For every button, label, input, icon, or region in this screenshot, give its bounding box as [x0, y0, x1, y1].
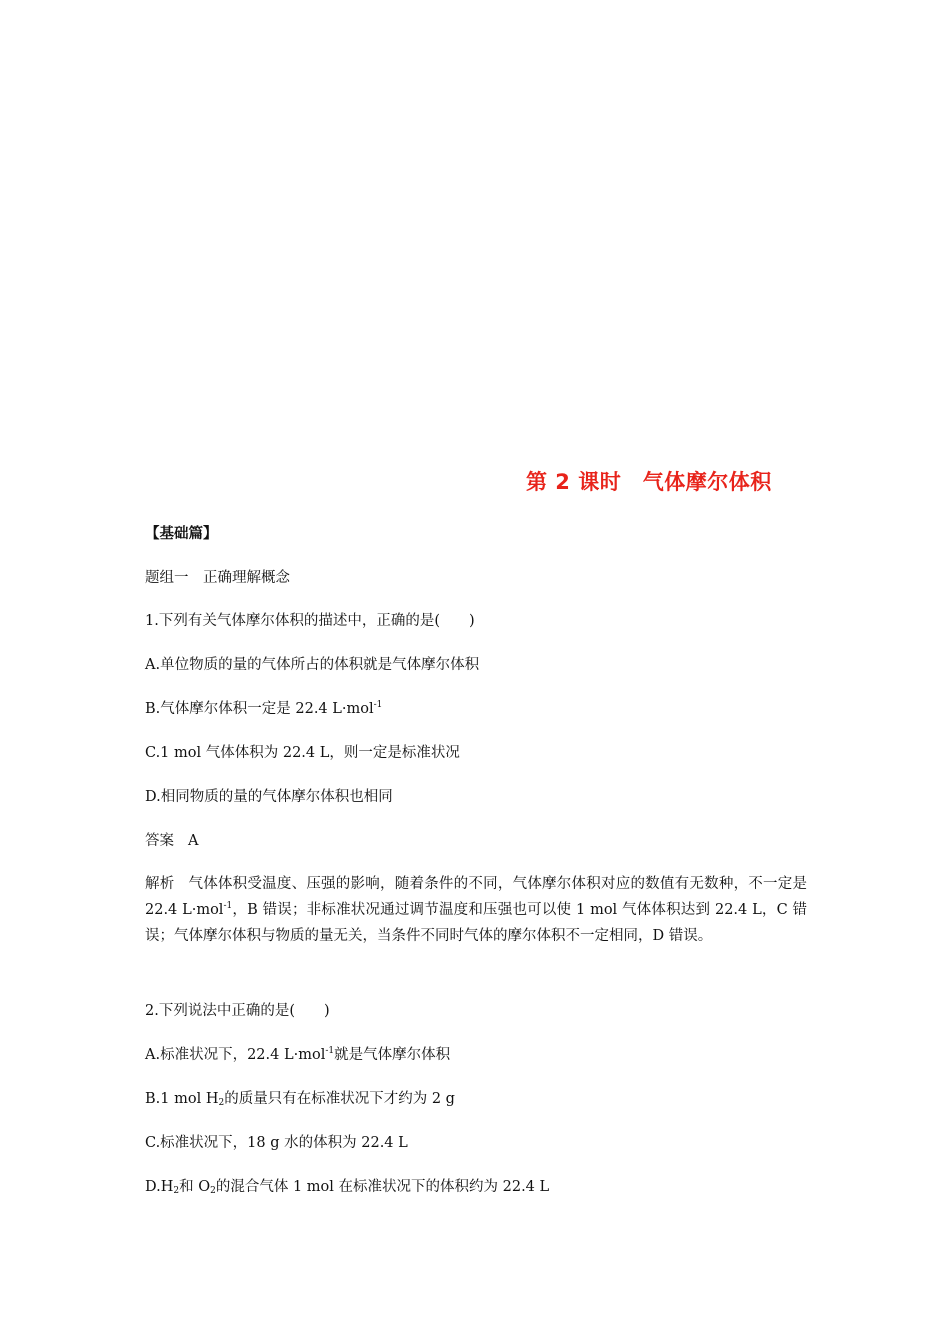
option-a-superscript: -1	[325, 1046, 335, 1056]
answer-value: A	[188, 833, 199, 849]
analysis-text-2: ，B 错误；非标准状况通过调节温度和压强也可以使 1 mol 气体体积达到 22.4 L，C 错误；气体摩尔体积与物质的量无关，当条件不同时气体的摩尔体积不一定相同，D 错误。	[145, 902, 807, 944]
question-1-option-a: A.单位物质的量的气体所占的体积就是气体摩尔体积	[145, 657, 480, 673]
option-d-subscript-2: 2	[210, 1186, 216, 1196]
lesson-title: 第 2 课时 气体摩尔体积	[526, 470, 772, 494]
question-2-option-a	[145, 1048, 450, 1063]
option-b-subscript: 2	[218, 1098, 225, 1108]
question-1-answer	[145, 834, 198, 849]
question-2-option-d	[145, 1180, 549, 1195]
analysis-label: 解析	[145, 876, 175, 892]
question-1-analysis	[145, 871, 807, 949]
option-a-text-post: 就是气体摩尔体积	[334, 1047, 451, 1063]
question-2-option-c: C.标准状况下，18 g 水的体积为 22.4 L	[145, 1135, 408, 1151]
answer-label: 答案	[145, 833, 174, 849]
question-1-option-d: D.相同物质的量的气体摩尔体积也相同	[145, 789, 393, 805]
question-1-option-c: C.1 mol 气体体积为 22.4 L，则一定是标准状况	[145, 745, 460, 761]
question-1-option-b	[145, 702, 382, 717]
option-a-text-pre: A.标准状况下，22.4 L·mol	[145, 1047, 326, 1063]
option-d-text-post: 的混合气体 1 mol 在标准状况下的体积约为 22.4 L	[215, 1179, 550, 1195]
option-d-text-mid: 和 O	[179, 1179, 211, 1195]
question-1-stem: 1.下列有关气体摩尔体积的描述中，正确的是( )	[145, 613, 475, 629]
question-group-label: 题组一 正确理解概念	[145, 570, 290, 586]
analysis-superscript: -1	[223, 901, 233, 911]
option-d-text-pre: D.H	[145, 1179, 174, 1195]
question-2-option-b	[145, 1092, 455, 1107]
option-d-subscript-1: 2	[173, 1186, 180, 1196]
analysis-text-1: 气体体积受温度、压强的影响，随着条件的不同，气体摩尔体积对应的数值有无数种，不一定是 22.4 L·mol	[145, 876, 807, 918]
option-b-text-post: 的质量只有在标准状况下才约为 2 g	[224, 1091, 455, 1107]
option-b-text-pre: B.1 mol H	[145, 1091, 219, 1107]
section-label: 【基础篇】	[145, 526, 218, 542]
option-b-text: B.气体摩尔体积一定是 22.4 L·mol	[145, 701, 374, 717]
question-2-stem: 2.下列说法中正确的是( )	[145, 1003, 330, 1019]
option-b-superscript: -1	[373, 700, 383, 710]
